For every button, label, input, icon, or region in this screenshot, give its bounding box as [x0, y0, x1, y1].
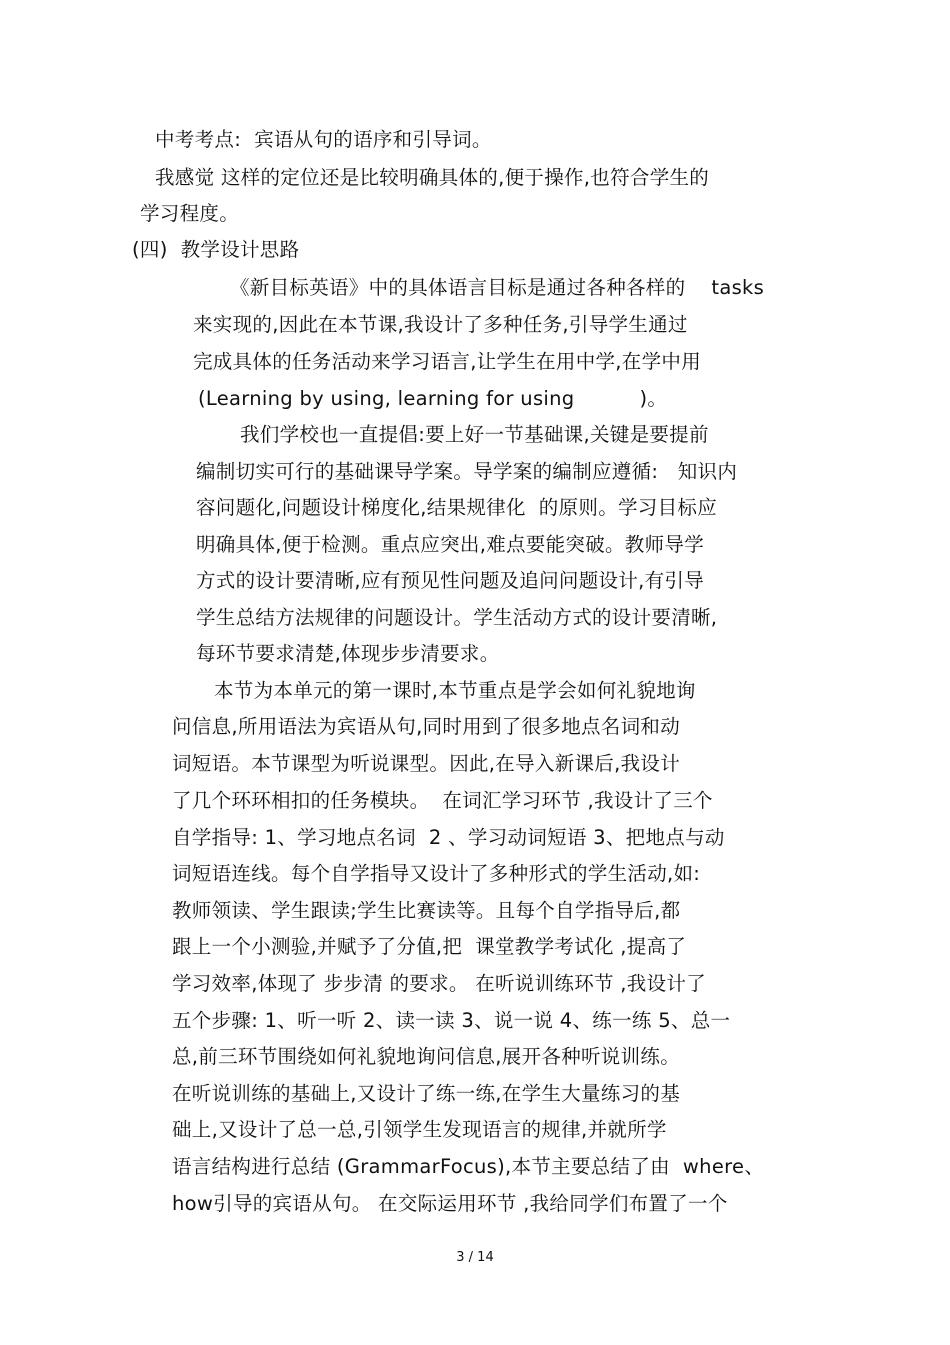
text-line-11: 容问题化,问题设计梯度化,结果规律化 的原则。学习目标应	[196, 496, 717, 519]
text-line-1: 中考考点: 宾语从句的语序和引导词。	[155, 128, 492, 151]
text-line-17: 问信息,所用语法为宾语从句,同时用到了很多地点名词和动	[172, 715, 680, 738]
text-line-8: (Learning by using, learning for using )。	[198, 387, 668, 410]
text-line-18: 词短语。本节课型为听说课型。因此,在导入新课后,我设计	[172, 752, 680, 775]
page-number: 3 / 14	[456, 1250, 494, 1265]
text-line-23: 跟上一个小测验,并赋予了分值,把 课堂教学考试化 ,提高了	[172, 935, 687, 958]
text-line-26: 总,前三环节围绕如何礼貌地询问信息,展开各种听说训练。	[172, 1045, 680, 1068]
text-line-20: 自学指导: 1、学习地点名词 2 、学习动词短语 3、把地点与动	[172, 826, 725, 849]
text-line-30: how引导的宾语从句。 在交际运用环节 ,我给同学们布置了一个	[172, 1192, 728, 1215]
text-line-14: 学生总结方法规律的问题设计。学生活动方式的设计要清晰,	[196, 606, 718, 629]
text-line-9: 我们学校也一直提倡:要上好一节基础课,关键是要提前	[240, 423, 709, 446]
text-line-25: 五个步骤: 1、听一听 2、读一读 3、说一说 4、练一练 5、总一	[172, 1009, 731, 1032]
text-line-24: 学习效率,体现了 步步清 的要求。 在听说训练环节 ,我设计了	[172, 972, 706, 995]
text-line-12: 明确具体,便于检测。重点应突出,难点要能突破。教师导学	[196, 533, 704, 556]
text-line-22: 教师领读、学生跟读;学生比赛读等。且每个自学指导后,都	[172, 899, 681, 922]
text-line-15: 每环节要求清楚,体现步步清要求。	[196, 642, 500, 665]
text-line-13: 方式的设计要清晰,应有预见性问题及追问问题设计,有引导	[196, 569, 704, 592]
text-line-16: 本节为本单元的第一课时,本节重点是学会如何礼貌地询	[214, 679, 696, 702]
text-line-6: 来实现的,因此在本节课,我设计了多种任务,引导学生通过	[193, 313, 688, 336]
text-line-29: 语言结构进行总结 (GrammarFocus),本节主要总结了由 where、	[172, 1155, 765, 1178]
text-line-10: 编制切实可行的基础课导学案。导学案的编制应遵循: 知识内	[196, 460, 738, 483]
section-heading: (四) 教学设计思路	[132, 238, 300, 261]
text-line-28: 础上,又设计了总一总,引领学生发现语言的规律,并就所学	[172, 1118, 667, 1141]
text-line-7: 完成具体的任务活动来学习语言,让学生在用中学,在学中用	[193, 350, 701, 373]
text-line-19: 了几个环环相扣的任务模块。 在词汇学习环节 ,我设计了三个	[172, 789, 713, 812]
text-line-3: 学习程度。	[140, 202, 240, 225]
text-line-21: 词短语连线。每个自学指导又设计了多种形式的学生活动,如:	[172, 862, 701, 885]
text-line-27: 在听说训练的基础上,又设计了练一练,在学生大量练习的基	[172, 1082, 680, 1105]
text-line-2: 我感觉 这样的定位还是比较明确具体的,便于操作,也符合学生的	[155, 166, 710, 189]
text-line-5: 《新目标英语》中的具体语言目标是通过各种各样的 tasks	[230, 276, 765, 299]
